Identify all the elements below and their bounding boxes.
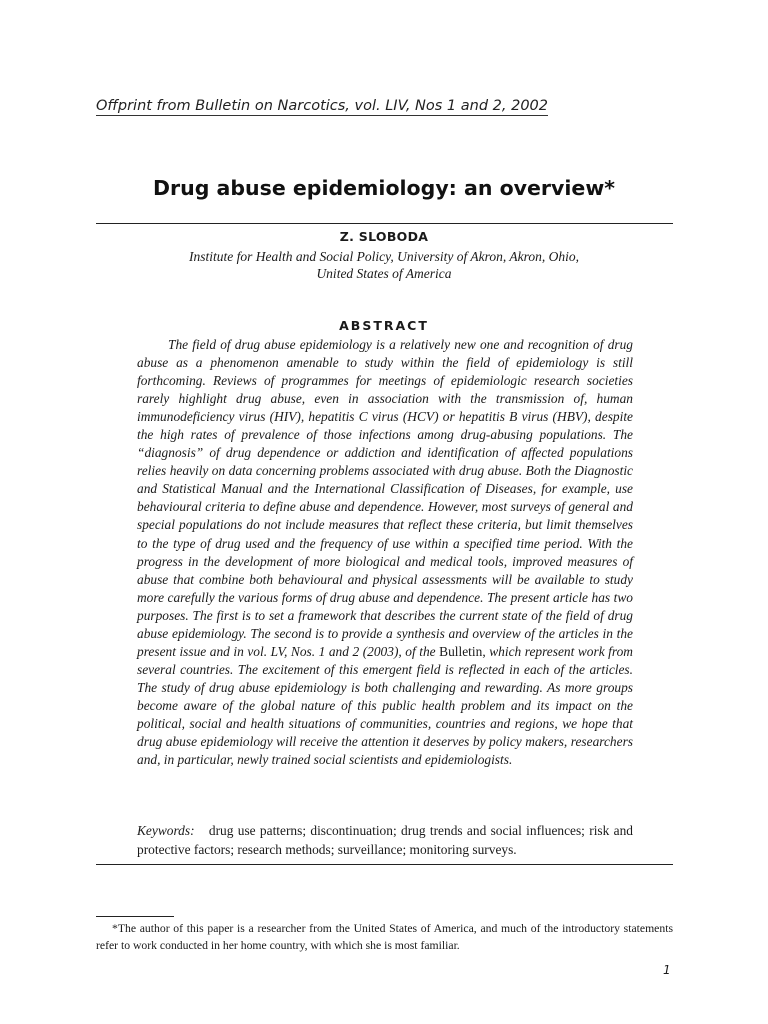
title-divider [96, 223, 673, 224]
abstract-text-part-2: which represent work from several countries. The excitement of this emergent field is reflected in each of the articles. The study of drug abuse epidemiology is both challenging and rewarding. As more groups become aware of the global nature of this public health problem and its impact on the political, social and health situations of communities, countries and regions, we hope that drug abuse epidemiology will receive the attention it deserves by policy makers, researchers and, in particular, newly trained social scientists and epidemiologists. [137, 643, 633, 768]
offprint-citation: Offprint from Bulletin on Narcotics, vol. LIV, Nos 1 and 2, 2002 [96, 98, 548, 114]
keywords-text: drug use patterns; discontinuation; drug trends and social influences; risk and protective factors; research methods; surveillance; monitoring surveys. [137, 823, 633, 857]
affiliation-line-2: United States of America [316, 266, 452, 281]
footnote: *The author of this paper is a researcher from the United States of America, and much of the introductory statements refer to work conducted in her home country, with which she is most familiar. [96, 922, 673, 952]
abstract-body [137, 336, 633, 769]
page-number: 1 [663, 963, 671, 977]
author-name: Z. SLOBODA [339, 229, 429, 244]
abstract-text-part-1: The field of drug abuse epidemiology is a relatively new one and recognition of drug abuse as a phenomenon amenable to study within the field of epidemiology is still forthcoming. Reviews of programmes for meetings of epidemiologic research societies rarely highlight drug abuse, even in association with the transmission of, human immunodeficiency virus (HIV), hepatitis C virus (HCV) or hepatitis B virus (HBV), despite the high rates of prevalence of those infections among drug-abusing populations. The “diagnosis” of drug dependence or addiction and identification of affected populations relies heavily on data concerning problems associated with drug abuse. Both the Diagnostic and Statistical Manual and the International Classification of Diseases, for example, use behavioural criteria to define abuse and dependence. However, most surveys of general and special populations do not include measures that reflect these criteria, but limit themselves to the type of drug used and the frequency of use within a specified time period. With the progress in the development of more biological and medical tools, improved measures of abuse that combine both behavioural and physical assessments will be available to study more carefully the various forms of drug abuse and dependence. The present article has two purposes. The first is to set a framework that describes the current state of the field of drug abuse epidemiology. The second is to provide a synthesis and overview of the articles in the present issue and in vol. LV, Nos. 1 and 2 (2003), of the [137, 337, 633, 659]
article-title: Drug abuse epidemiology: an overview* [153, 176, 615, 200]
author-affiliation [0, 248, 768, 282]
affiliation-line-1: Institute for Health and Social Policy, University of Akron, Akron, Ohio, [189, 249, 579, 264]
footnote-rule [96, 916, 174, 917]
keywords-label: Keywords: [137, 823, 195, 838]
keywords-divider [96, 864, 673, 865]
bulletin-word: Bulletin, [439, 643, 486, 659]
abstract-heading: ABSTRACT [339, 318, 429, 333]
keywords-section [137, 822, 633, 859]
